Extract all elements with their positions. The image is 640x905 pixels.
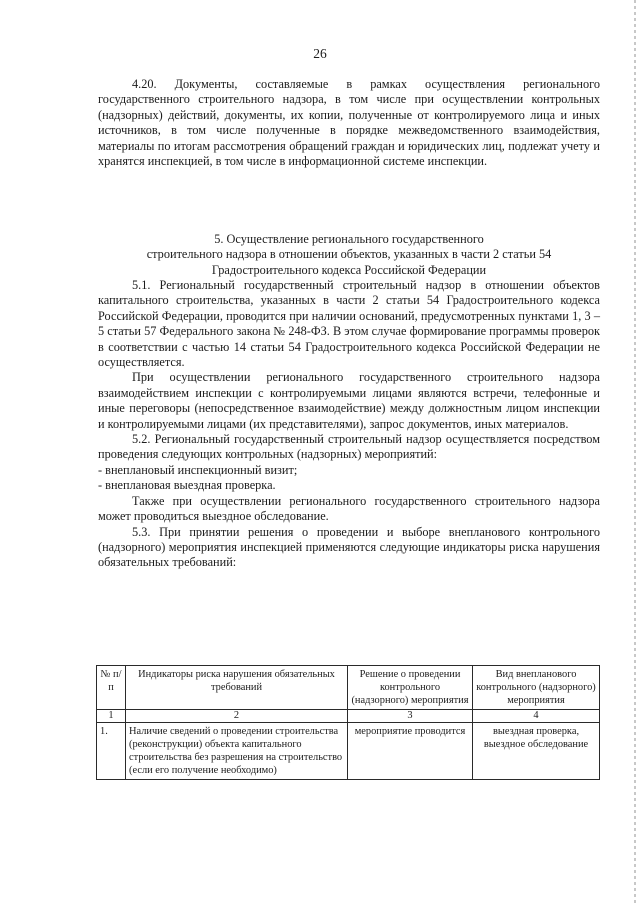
section-5-heading — [98, 232, 600, 278]
bullet-item: - внеплановая выездная проверка. — [98, 478, 276, 493]
column-number: 1 — [97, 710, 126, 723]
section-5-heading-line-3: Градостроительного кодекса Российской Федерации — [211, 262, 487, 277]
table-header-row — [97, 666, 600, 710]
column-number: 2 — [126, 710, 348, 723]
page-number: 26 — [313, 46, 327, 61]
header-risk-indicator: Индикаторы риска нарушения обязательных требований — [126, 666, 348, 710]
paragraph-4-20-block — [98, 77, 600, 169]
paragraph-5-3: 5.3. При принятии решения о проведении и выборе внепланового контрольного (надзорного) мероприятия инспекцией применяются следующие индикаторы риска нарушения обязательных требований: — [98, 524, 600, 570]
row-number-cell: 1. — [97, 723, 126, 780]
section-5-heading-line-1: 5. Осуществление регионального государственного — [214, 232, 484, 246]
header-number: № п/п — [97, 666, 126, 710]
column-number: 3 — [348, 710, 473, 723]
column-number-row — [97, 710, 600, 723]
column-number: 4 — [473, 710, 600, 723]
paragraph-also: Также при осуществлении регионального государственного строительного надзора может проводиться выездное обследование. — [98, 493, 600, 524]
section-5-body — [98, 278, 600, 571]
table-row — [97, 723, 600, 780]
section-5-heading-line-2: строительного надзора в отношении объектов, указанных в части 2 статьи 54 — [146, 247, 552, 262]
bullet-item: - внеплановый инспекционный визит; — [98, 462, 298, 477]
risk-indicators-table — [96, 665, 600, 780]
event-type-cell: выездная проверка, выездное обследование — [473, 723, 600, 780]
paragraph-interaction: При осуществлении регионального государственного строительного надзора взаимодействием инспекции с контролируемыми лицами являются встречи, телефонные и иные переговоры (непосредственное взаимодействие) между должностным лицом инспекции и контролируемыми лицами (их представителями), запрос документов, иных материалов. — [98, 370, 600, 431]
scan-edge — [634, 0, 636, 905]
decision-cell: мероприятие проводится — [348, 723, 473, 780]
paragraph-4-20: 4.20. Документы, составляемые в рамках осуществления регионального государственного строительного надзора, в том числе при осуществлении контрольных (надзорных) действий, документы, их копии, полученные от контролируемого лица и иных источников, в том числе полученные в порядке межведомственного взаимодействия, материалы по итогам рассмотрения обращений граждан и юридических лиц, подлежат учету и хранятся инспекцией, в том числе в информационной системе инспекции. — [98, 77, 600, 169]
risk-indicator-cell: Наличие сведений о проведении строительства (реконструкции) объекта капитального строительства без разрешения на строительство (если его получение необходимо) — [126, 723, 348, 780]
header-event-type: Вид внепланового контрольного (надзорного) мероприятия — [473, 666, 600, 710]
paragraph-5-1: 5.1. Региональный государственный строительный надзор в отношении объектов капитального строительства, указанных в части 2 статьи 54 Градостроительного кодекса Российской Федерации, проводится при наличии оснований, предусмотренных пунктами 1, 3 – 5 статьи 57 Федерального закона № 248-ФЗ. В этом случае формирование программы проверок в соответствии с частью 14 статьи 54 Градостроительного кодекса Российской Федерации не осуществляется. — [98, 278, 600, 370]
header-decision: Решение о проведении контрольного (надзорного) мероприятия — [348, 666, 473, 710]
paragraph-5-2: 5.2. Региональный государственный строительный надзор осуществляется посредством проведения следующих контрольных (надзорных) мероприятий: — [98, 432, 600, 462]
